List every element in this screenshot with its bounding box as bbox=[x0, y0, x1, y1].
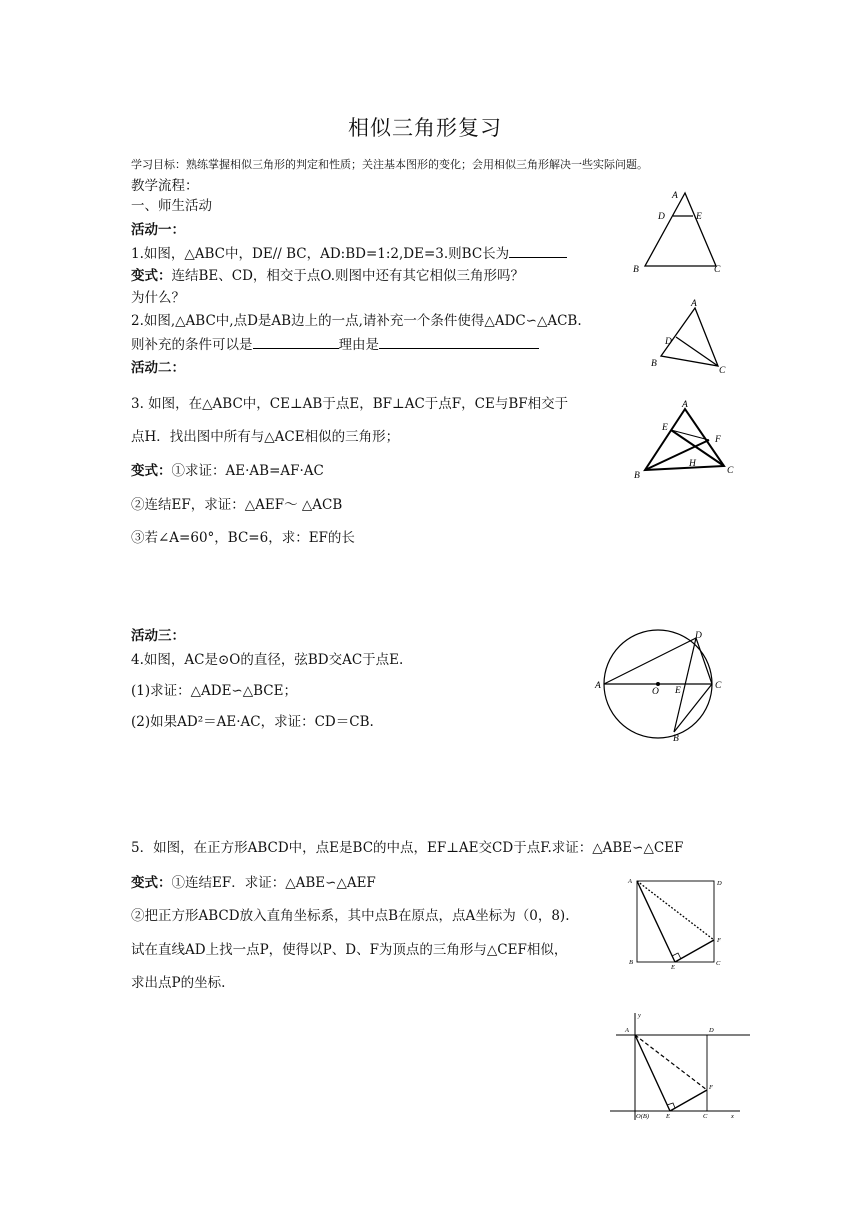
question-4: 4.如图，AC是⊙O的直径，弦BD交AC于点E. bbox=[131, 652, 404, 668]
label-A: A bbox=[691, 299, 697, 309]
figure-coordinate-square bbox=[600, 1008, 760, 1126]
label-D: D bbox=[695, 631, 702, 641]
label-F: F bbox=[715, 435, 721, 445]
variant-5-2-line2: 试在直线AD上找一点P，使得以P、D、F为顶点的三角形与△CEF相似， bbox=[131, 942, 568, 958]
variant-5-2-line3: 求出点P的坐标. bbox=[131, 975, 226, 991]
label-D: D bbox=[717, 880, 722, 887]
question-4-part1: (1)求证：△ADE∽△BCE； bbox=[131, 683, 297, 699]
label-C: C bbox=[715, 681, 722, 691]
label-A: A bbox=[672, 191, 678, 201]
activity1-heading: 活动一： bbox=[131, 222, 185, 238]
label-B: B bbox=[651, 359, 657, 369]
section-heading: 一、师生活动 bbox=[131, 198, 212, 214]
label-y: y bbox=[638, 1012, 641, 1019]
variant-3-2: ②连结EF，求证：△AEF～ △ACB bbox=[131, 497, 343, 513]
question-3-line2: 点H．找出图中所有与△ACE相似的三角形； bbox=[131, 429, 400, 445]
label-C: C bbox=[719, 366, 726, 376]
teaching-flow: 教学流程： bbox=[131, 178, 199, 194]
label-D: D bbox=[658, 212, 665, 222]
question-1 bbox=[131, 245, 567, 262]
label-E: E bbox=[671, 964, 675, 971]
label-E: E bbox=[675, 686, 681, 696]
question-4-part2: (2)如果AD²＝AE·AC，求证：CD＝CB. bbox=[131, 714, 374, 730]
label-C: C bbox=[727, 466, 734, 476]
label-origin: O(B) bbox=[636, 1113, 649, 1120]
label-A: A bbox=[625, 1027, 629, 1034]
label-B: B bbox=[673, 734, 679, 744]
variant-text: ①连结EF．求证：△ABE∽△AEF bbox=[171, 875, 376, 891]
page-title: 相似三角形复习 bbox=[348, 116, 502, 140]
label-D: D bbox=[665, 337, 672, 347]
variant-text: 连结BE、CD，相交于点O.则图中还有其它相似三角形吗？ bbox=[171, 268, 524, 284]
label-F: F bbox=[717, 937, 721, 944]
label-E: E bbox=[696, 212, 702, 222]
reason-label: 理由是 bbox=[338, 337, 379, 353]
condition-blank bbox=[253, 336, 339, 349]
question-1-text: 1.如图，△ABC中，DE// BC，AD:BD=1:2,DE=3.则BC长为 bbox=[131, 246, 510, 262]
variant-3-1 bbox=[131, 463, 324, 479]
label-C: C bbox=[716, 960, 721, 967]
variant-label: 变式： bbox=[131, 268, 172, 284]
figure-square-abcd bbox=[622, 872, 727, 972]
learning-goal: 学习目标：熟练掌握相似三角形的判定和性质；关注基本图形的变化；会用相似三角形解决一些实际问题。 bbox=[131, 158, 648, 171]
question-3-line1: 3. 如图，在△ABC中，CE⊥AB于点E，BF⊥AC于点F，CE与BF相交于 bbox=[131, 396, 569, 412]
figure-circle-diameter bbox=[590, 624, 730, 748]
condition-label: 则补充的条件可以是 bbox=[131, 337, 253, 353]
label-B: B bbox=[633, 265, 639, 275]
label-O: O bbox=[652, 687, 659, 697]
figure-triangle-de-parallel-bc bbox=[628, 188, 728, 276]
label-H: H bbox=[689, 459, 696, 469]
question-5: 5．如图，在正方形ABCD中，点E是BC的中点，EF⊥AE交CD于点F.求证：△ABE∽△CEF bbox=[131, 840, 684, 856]
activity3-heading: 活动三： bbox=[131, 628, 185, 644]
figure-triangle-altitudes bbox=[628, 396, 743, 486]
label-F: F bbox=[709, 1084, 713, 1091]
label-A: A bbox=[628, 878, 632, 885]
variant-text: ①求证：AE·AB=AF·AC bbox=[171, 463, 324, 479]
variant-label: 变式： bbox=[131, 875, 172, 891]
variant-1-line2: 为什么？ bbox=[131, 290, 185, 306]
reason-blank bbox=[379, 336, 539, 349]
label-B: B bbox=[634, 471, 640, 481]
variant-3-3: ③若∠A=60°，BC=6，求：EF的长 bbox=[131, 530, 355, 546]
variant-label: 变式： bbox=[131, 463, 172, 479]
label-C: C bbox=[703, 1113, 708, 1120]
question-2-line2 bbox=[131, 336, 539, 353]
answer-blank bbox=[509, 245, 567, 258]
label-D: D bbox=[709, 1027, 714, 1034]
variant-1 bbox=[131, 268, 524, 284]
variant-5-2: ②把正方形ABCD放入直角坐标系，其中点B在原点，点A坐标为（0，8). bbox=[131, 908, 570, 924]
label-B: B bbox=[629, 959, 633, 966]
activity2-heading: 活动二： bbox=[131, 360, 185, 376]
label-E: E bbox=[666, 1113, 670, 1120]
label-C: C bbox=[714, 265, 721, 275]
label-A: A bbox=[595, 681, 601, 691]
label-A: A bbox=[682, 400, 688, 410]
label-x: x bbox=[731, 1113, 734, 1120]
variant-5-1 bbox=[131, 875, 376, 891]
label-E: E bbox=[662, 423, 668, 433]
figure-triangle-adc bbox=[645, 296, 735, 376]
question-2: 2.如图,△ABC中,点D是AB边上的一点,请补充一个条件使得△ADC∽△ACB. bbox=[131, 313, 582, 329]
